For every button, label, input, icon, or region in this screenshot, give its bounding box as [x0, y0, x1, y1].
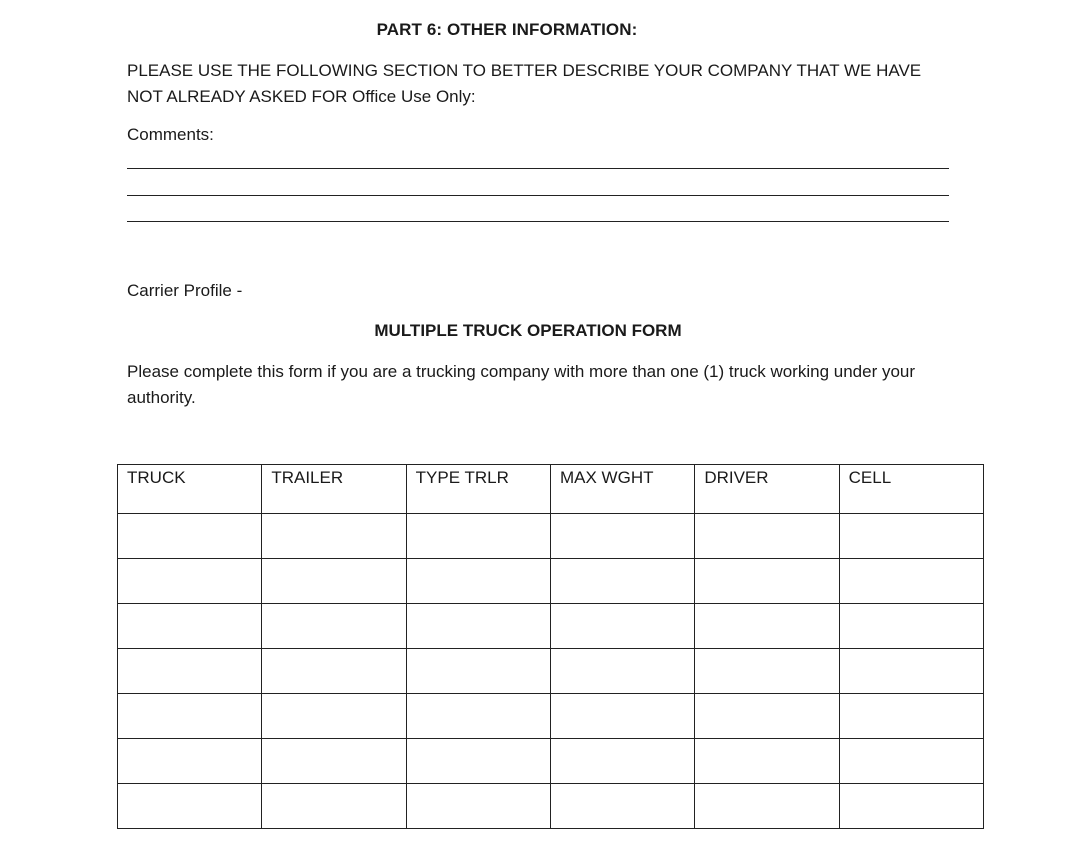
table-cell[interactable]: [118, 694, 262, 739]
table-row: [118, 784, 984, 829]
table-cell[interactable]: [262, 739, 406, 784]
table-cell[interactable]: [550, 694, 694, 739]
table-row: [118, 739, 984, 784]
table-row: [118, 649, 984, 694]
table-cell[interactable]: [550, 559, 694, 604]
header-cell: CELL: [839, 465, 983, 514]
header-truck: TRUCK: [118, 465, 262, 514]
header-max-wght: MAX WGHT: [550, 465, 694, 514]
table-cell[interactable]: [839, 559, 983, 604]
header-type-trlr: TYPE TRLR: [406, 465, 550, 514]
table-cell[interactable]: [406, 514, 550, 559]
table-cell[interactable]: [695, 559, 839, 604]
table-row: [118, 559, 984, 604]
table-cell[interactable]: [550, 784, 694, 829]
table-cell[interactable]: [839, 604, 983, 649]
table-cell[interactable]: [839, 784, 983, 829]
table-cell[interactable]: [262, 559, 406, 604]
table-cell[interactable]: [406, 784, 550, 829]
table-body: [118, 514, 984, 829]
header-driver: DRIVER: [695, 465, 839, 514]
table-header-row: [118, 465, 984, 514]
header-trailer: TRAILER: [262, 465, 406, 514]
table-cell[interactable]: [118, 739, 262, 784]
intro-paragraph: PLEASE USE THE FOLLOWING SECTION TO BETTER DESCRIBE YOUR COMPANY THAT WE HAVE NOT ALREADY ASKED FOR Office Use Only:: [127, 61, 922, 106]
table-cell[interactable]: [262, 649, 406, 694]
table-cell[interactable]: [695, 694, 839, 739]
table-row: [118, 604, 984, 649]
table-row: [118, 514, 984, 559]
carrier-profile-label: Carrier Profile -: [127, 281, 243, 300]
table-cell[interactable]: [118, 604, 262, 649]
form-instructions: Please complete this form if you are a trucking company with more than one (1) truck working under your authority.: [127, 362, 916, 407]
comments-label: Comments:: [127, 125, 214, 144]
table-cell[interactable]: [118, 559, 262, 604]
table-cell[interactable]: [262, 514, 406, 559]
table-cell[interactable]: [406, 649, 550, 694]
table-cell[interactable]: [118, 784, 262, 829]
table-row: [118, 694, 984, 739]
table-cell[interactable]: [550, 514, 694, 559]
table-cell[interactable]: [839, 514, 983, 559]
table-cell[interactable]: [118, 514, 262, 559]
table-cell[interactable]: [839, 739, 983, 784]
comment-line-1[interactable]: [127, 168, 949, 169]
table-cell[interactable]: [695, 514, 839, 559]
table-cell[interactable]: [695, 604, 839, 649]
part-title: PART 6: OTHER INFORMATION:: [376, 20, 638, 39]
truck-table: [117, 464, 984, 829]
table-cell[interactable]: [839, 649, 983, 694]
table-cell[interactable]: [406, 559, 550, 604]
table-cell[interactable]: [262, 694, 406, 739]
table-cell[interactable]: [695, 739, 839, 784]
table-cell[interactable]: [695, 649, 839, 694]
table-cell[interactable]: [550, 604, 694, 649]
comment-line-3[interactable]: [127, 221, 949, 222]
table-cell[interactable]: [406, 739, 550, 784]
table-cell[interactable]: [406, 604, 550, 649]
comment-line-2[interactable]: [127, 195, 949, 196]
table-cell[interactable]: [839, 694, 983, 739]
table-cell[interactable]: [118, 649, 262, 694]
table-cell[interactable]: [695, 784, 839, 829]
table-cell[interactable]: [406, 694, 550, 739]
form-title: MULTIPLE TRUCK OPERATION FORM: [374, 321, 682, 340]
table-cell[interactable]: [262, 604, 406, 649]
table-cell[interactable]: [550, 649, 694, 694]
table-cell[interactable]: [550, 739, 694, 784]
table-cell[interactable]: [262, 784, 406, 829]
